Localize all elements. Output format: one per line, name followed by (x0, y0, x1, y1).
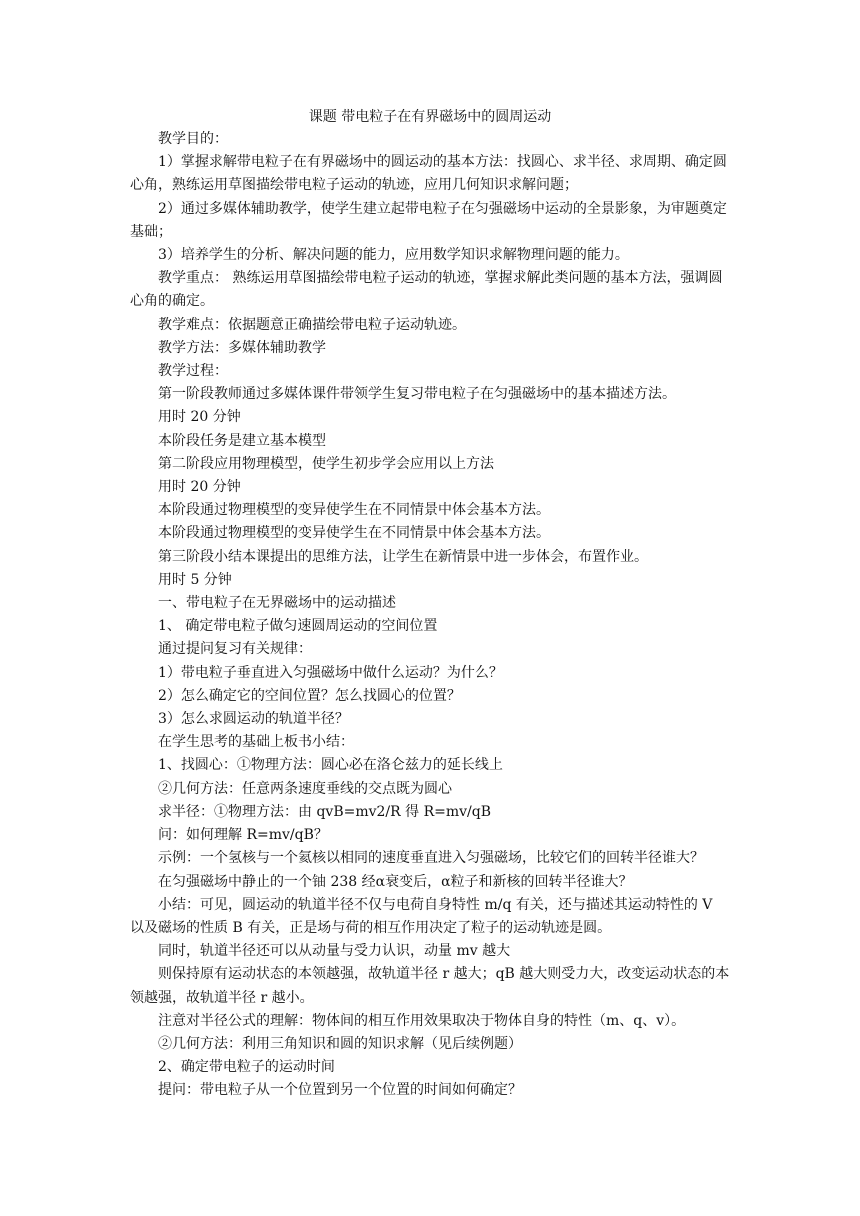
paragraph: 第一阶段教师通过多媒体课件带领学生复习带电粒子在匀强磁场中的基本描述方法。 (158, 386, 676, 403)
paragraph: ②几何方法：任意两条速度垂线的交点既为圆心 (158, 780, 452, 797)
paragraph: 本阶段通过物理模型的变异使学生在不同情景中体会基本方法。 (158, 525, 550, 542)
paragraph: 用时 20 分钟 (158, 479, 241, 496)
paragraph: 本阶段通过物理模型的变异使学生在不同情景中体会基本方法。 (158, 502, 550, 519)
paragraph: 教学重点： 熟练运用草图描绘带电粒子运动的轨迹，掌握求解此类问题的基本方法，强调圆心角的确定。 (130, 270, 723, 310)
paragraph: 教学方法：多媒体辅助教学 (158, 339, 326, 356)
paragraph: 1）带电粒子垂直进入匀强磁场中做什么运动？为什么？ (158, 664, 503, 681)
paragraph: 同时，轨道半径还可以从动量与受力认识，动量 mv 越大 (158, 943, 511, 960)
paragraph: 求半径：①物理方法：由 qvB=mv2/R 得 R=mv/qB (158, 803, 492, 820)
paragraph: 3）怎么求圆运动的轨道半径？ (158, 711, 349, 728)
paragraph: 通过提问复习有关规律： (158, 641, 312, 658)
paragraph: ②几何方法：利用三角知识和圆的知识求解（见后续例题） (158, 1035, 522, 1052)
paragraph: 2）怎么确定它的空间位置？怎么找圆心的位置？ (158, 687, 461, 704)
paragraph: 注意对半径公式的理解：物体间的相互作用效果取决于物体自身的特性（m、q、v）。 (158, 1012, 686, 1029)
paragraph: 用时 20 分钟 (158, 409, 241, 426)
paragraph: 示例：一个氢核与一个氦核以相同的速度垂直进入匀强磁场，比较它们的回转半径谁大？ (158, 850, 704, 867)
document-body (130, 128, 730, 1103)
paragraph: 教学过程： (158, 363, 228, 380)
paragraph: 则保持原有运动状态的本领越强，故轨道半径 r 越大；qB 越大则受力大，改变运动状态的本领越强，故轨道半径 r 越小。 (130, 966, 730, 1006)
paragraph: 1、找圆心：①物理方法：圆心必在洛仑兹力的延长线上 (158, 757, 503, 774)
paragraph: 教学难点：依据题意正确描绘带电粒子运动轨迹。 (158, 316, 466, 333)
paragraph: 一、带电粒子在无界磁场中的运动描述 (158, 595, 396, 612)
paragraph: 2）通过多媒体辅助教学，使学生建立起带电粒子在匀强磁场中运动的全景影象，为审题奠定基础； (130, 200, 727, 240)
paragraph: 第二阶段应用物理模型，使学生初步学会应用以上方法 (158, 455, 494, 472)
paragraph: 教学目的： (158, 131, 228, 147)
paragraph: 小结：可见，圆运动的轨道半径不仅与电荷自身特性 m/q 有关，还与描述其运动特性的 V 以及磁场的性质 B 有关，正是场与荷的相互作用决定了粒子的运动轨迹是圆。 (130, 896, 713, 936)
paragraph: 问：如何理解 R=mv/qB？ (158, 827, 328, 844)
paragraph: 本阶段任务是建立基本模型 (158, 432, 326, 449)
document-title: 课题 带电粒子在有界磁场中的圆周运动 (308, 109, 552, 125)
paragraph: 在匀强磁场中静止的一个铀 238 经α衰变后，α粒子和新核的回转半径谁大？ (158, 873, 633, 890)
paragraph: 2、确定带电粒子的运动时间 (158, 1059, 335, 1076)
paragraph: 在学生思考的基础上板书小结： (158, 734, 354, 751)
paragraph: 1）掌握求解带电粒子在有界磁场中的圆运动的基本方法：找圆心、求半径、求周期、确定圆心角，熟练运用草图描绘带电粒子运动的轨迹，应用几何知识求解问题； (130, 154, 727, 194)
paragraph: 3）培养学生的分析、解决问题的能力，应用数学知识求解物理问题的能力。 (158, 247, 629, 264)
paragraph: 提问：带电粒子从一个位置到另一个位置的时间如何确定？ (158, 1082, 522, 1099)
paragraph: 用时 5 分钟 (158, 571, 232, 588)
paragraph: 1、 确定带电粒子做匀速圆周运动的空间位置 (158, 618, 438, 635)
paragraph: 第三阶段小结本课提出的思维方法，让学生在新情景中进一步体会，布置作业。 (158, 548, 648, 565)
